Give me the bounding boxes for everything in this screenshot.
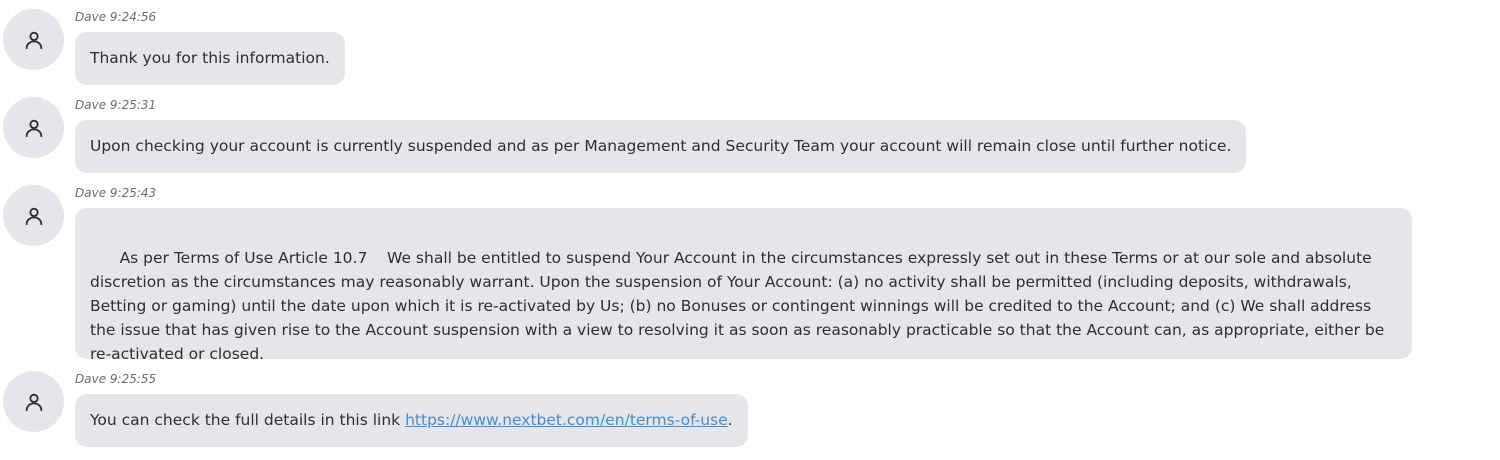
avatar <box>3 9 64 70</box>
message-meta <box>75 10 156 24</box>
message-bubble <box>75 208 1412 363</box>
message-bubble <box>75 394 748 447</box>
message-text: As per Terms of Use Article 10.7 We shall be entitled to suspend Your Account in the circumstances expressly set out in these Terms or at our sole and absolute discretion as the circumstances may reasonably warrant. Upon the suspension of Your Account: (a) no activity shall be permitted (including deposits, withdrawals, Betting or gaming) until the date upon which it is re-activated by Us; (b) no Bonuses or contingent winnings will be credited to the Account; and (c) We shall address the issue that has given rise to the Account suspension with a view to resolving it as soon as reasonably practicable so that the Account can, as appropriate, either be re-activated or closed. <box>90 249 1390 363</box>
message-meta <box>75 372 156 386</box>
sender-name: Dave <box>75 372 107 386</box>
avatar <box>3 97 64 158</box>
message-text-after: . <box>727 411 733 429</box>
avatar <box>3 371 64 432</box>
avatar <box>3 185 64 246</box>
sender-name: Dave <box>75 186 107 200</box>
message-bubble <box>75 120 1246 173</box>
message-text: Thank you for this information. <box>90 49 330 67</box>
user-icon <box>23 205 45 227</box>
message-time: 9:24:56 <box>109 10 157 24</box>
user-icon <box>23 29 45 51</box>
user-icon <box>23 391 45 413</box>
message-time: 9:25:43 <box>109 186 157 200</box>
message-time: 9:25:55 <box>109 372 157 386</box>
sender-name: Dave <box>75 98 107 112</box>
message-time: 9:25:31 <box>109 98 157 112</box>
message-text-before: You can check the full details in this link <box>90 411 406 429</box>
terms-of-use-link[interactable]: https://www.nextbet.com/en/terms-of-use <box>405 411 728 429</box>
message-meta <box>75 98 156 112</box>
message-meta <box>75 186 156 200</box>
user-icon <box>23 117 45 139</box>
message-bubble <box>75 32 345 85</box>
message-text: Upon checking your account is currently suspended and as per Management and Security Team your account will remain close until further notice. <box>90 137 1232 155</box>
sender-name: Dave <box>75 10 107 24</box>
